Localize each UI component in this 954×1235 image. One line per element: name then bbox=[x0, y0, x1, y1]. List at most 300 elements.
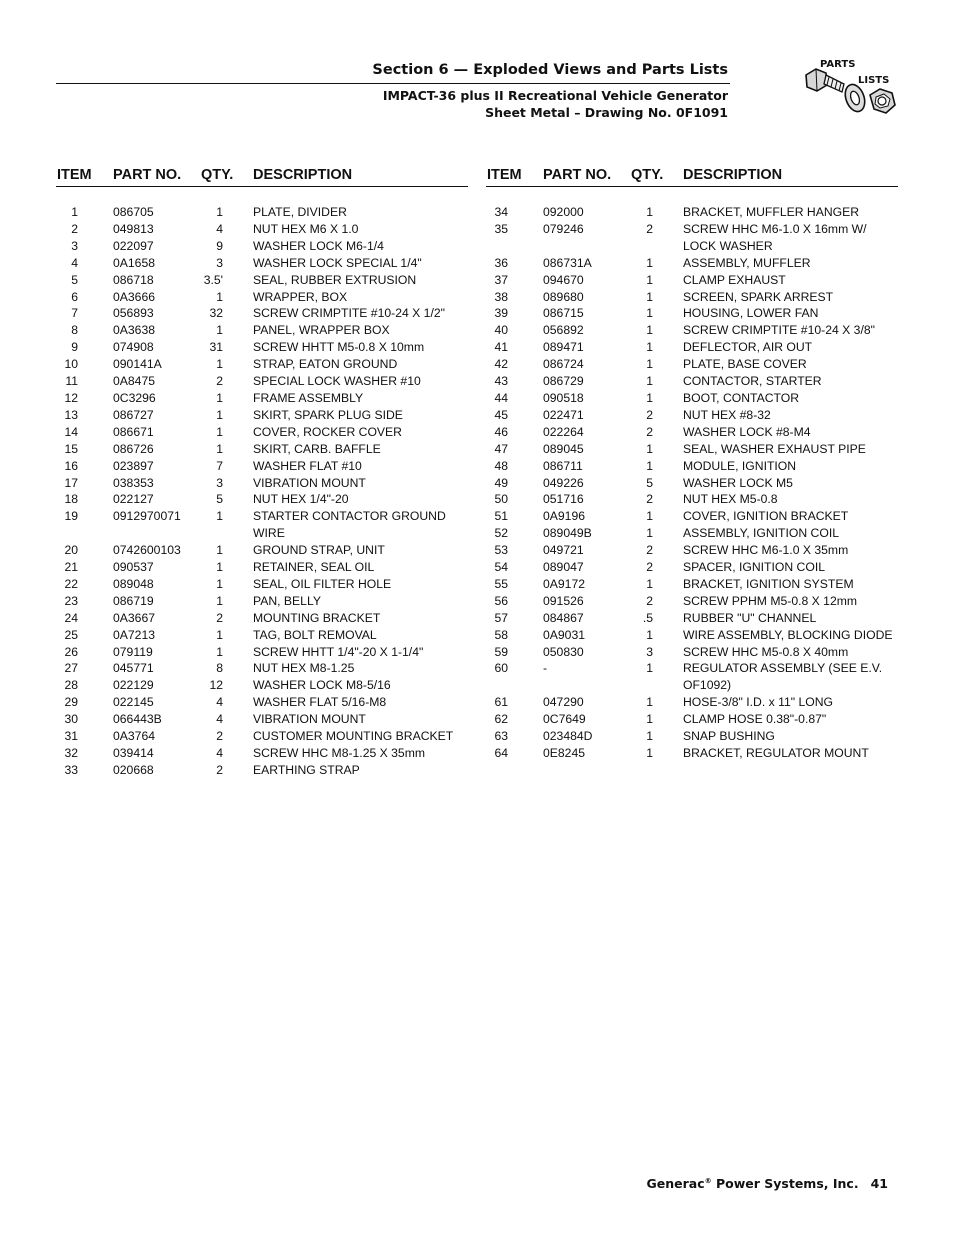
description: SEAL, WASHER EXHAUST PIPE bbox=[683, 441, 866, 456]
description: MODULE, IGNITION bbox=[683, 458, 797, 473]
description: STRAP, EATON GROUND bbox=[253, 357, 398, 372]
quantity: 2 bbox=[216, 610, 223, 625]
quantity: 1 bbox=[646, 746, 653, 760]
item-number: 3 bbox=[71, 238, 78, 253]
description: NUT HEX M8-1.25 bbox=[253, 661, 355, 676]
item-number: 1 bbox=[71, 205, 78, 219]
description: NUT HEX #8-32 bbox=[683, 407, 771, 422]
part-number: 0A3638 bbox=[113, 323, 156, 338]
description: HOSE-3/8" I.D. x 11" LONG bbox=[683, 695, 833, 710]
item-number: 2 bbox=[71, 221, 78, 236]
part-number: 0A8475 bbox=[113, 374, 156, 389]
description: RUBBER "U" CHANNEL bbox=[683, 610, 817, 625]
part-number: 091526 bbox=[543, 593, 584, 608]
description: BOOT, CONTACTOR bbox=[683, 390, 800, 405]
description: WASHER LOCK SPECIAL 1/4" bbox=[253, 255, 422, 270]
page-footer bbox=[647, 1176, 889, 1191]
item-number: 23 bbox=[64, 593, 78, 608]
quantity: 1 bbox=[216, 205, 223, 219]
part-number: 0A3666 bbox=[113, 289, 156, 304]
item-number: 24 bbox=[64, 610, 78, 625]
quantity: 1 bbox=[646, 390, 653, 405]
part-number: 074908 bbox=[113, 340, 154, 355]
quantity: 2 bbox=[646, 407, 653, 422]
quantity: 1 bbox=[646, 340, 653, 355]
table-row bbox=[56, 728, 468, 745]
part-number: 094670 bbox=[543, 272, 584, 287]
table-row bbox=[486, 407, 898, 424]
bolt-nut-icon bbox=[800, 55, 900, 131]
description: STARTER CONTACTOR GROUND WIRE bbox=[253, 509, 446, 541]
quantity: 1 bbox=[646, 509, 653, 524]
item-number: 57 bbox=[494, 610, 508, 625]
part-number: 0C3296 bbox=[113, 390, 156, 405]
table-row bbox=[56, 745, 468, 762]
quantity: 1 bbox=[646, 441, 653, 456]
table-row bbox=[56, 289, 468, 306]
table-row bbox=[56, 221, 468, 238]
part-number: 050830 bbox=[543, 644, 584, 659]
quantity: 8 bbox=[216, 661, 223, 676]
description: SCREEN, SPARK ARREST bbox=[683, 289, 834, 304]
part-number: - bbox=[543, 661, 548, 676]
part-number: 0E8245 bbox=[543, 746, 586, 760]
description: RETAINER, SEAL OIL bbox=[253, 560, 375, 575]
part-number: 086719 bbox=[113, 593, 154, 608]
table-row bbox=[56, 508, 468, 542]
description: GROUND STRAP, UNIT bbox=[253, 543, 385, 558]
table-row bbox=[56, 491, 468, 508]
item-number: 41 bbox=[494, 340, 508, 355]
table-header bbox=[486, 166, 898, 187]
quantity: 4 bbox=[216, 746, 223, 760]
item-number: 61 bbox=[494, 695, 508, 710]
table-row bbox=[56, 373, 468, 390]
item-number: 55 bbox=[494, 576, 508, 591]
table-row bbox=[486, 221, 898, 255]
item-number: 50 bbox=[494, 492, 508, 507]
quantity: 5 bbox=[646, 475, 653, 490]
quantity: 12 bbox=[209, 678, 223, 693]
table-row bbox=[56, 238, 468, 255]
quantity: 4 bbox=[216, 221, 223, 236]
quantity: 3 bbox=[216, 255, 223, 270]
part-number: 086711 bbox=[543, 458, 583, 473]
quantity: 1 bbox=[646, 255, 653, 270]
part-number: 086729 bbox=[543, 374, 584, 389]
item-number: 7 bbox=[71, 306, 78, 321]
quantity: 1 bbox=[646, 627, 653, 642]
header-rule bbox=[56, 83, 730, 84]
quantity: 1 bbox=[646, 458, 653, 473]
item-number: 34 bbox=[494, 205, 508, 219]
part-number: 092000 bbox=[543, 205, 584, 219]
part-number: 089048 bbox=[113, 576, 154, 591]
parts-table-right bbox=[486, 166, 898, 762]
description: CONTACTOR, STARTER bbox=[683, 374, 822, 389]
part-number: 022097 bbox=[113, 238, 154, 253]
table-row bbox=[486, 475, 898, 492]
description: SCREW CRIMPTITE #10-24 X 3/8" bbox=[683, 323, 875, 338]
quantity: 1 bbox=[646, 526, 653, 541]
part-number: 049226 bbox=[543, 475, 584, 490]
column-item: ITEM bbox=[57, 167, 92, 183]
part-number: 023897 bbox=[113, 458, 154, 473]
part-number: 086726 bbox=[113, 441, 154, 456]
table-row bbox=[56, 424, 468, 441]
company-name: Generac bbox=[646, 1176, 705, 1191]
table-header bbox=[56, 166, 468, 187]
part-number: 089471 bbox=[543, 340, 584, 355]
part-number: 086671 bbox=[113, 424, 154, 439]
product-title: IMPACT-36 plus II Recreational Vehicle Generator bbox=[382, 88, 728, 103]
column-part-no: PART NO. bbox=[543, 167, 612, 183]
item-number: 22 bbox=[64, 576, 78, 591]
item-number: 31 bbox=[64, 729, 78, 744]
description: WIRE ASSEMBLY, BLOCKING DIODE bbox=[683, 627, 893, 642]
description: COVER, IGNITION BRACKET bbox=[683, 509, 849, 524]
description: SPACER, IGNITION COIL bbox=[683, 560, 825, 575]
table-row bbox=[56, 627, 468, 644]
table-row bbox=[56, 272, 468, 289]
item-number: 35 bbox=[494, 221, 508, 236]
quantity: 1 bbox=[216, 390, 223, 405]
description: SEAL, OIL FILTER HOLE bbox=[253, 576, 392, 591]
description: SCREW HHTT 1/4"-20 X 1-1/4" bbox=[253, 644, 424, 659]
description: PLATE, BASE COVER bbox=[683, 357, 807, 372]
description: PANEL, WRAPPER BOX bbox=[253, 323, 390, 338]
description: NUT HEX 1/4"-20 bbox=[253, 492, 349, 507]
quantity: 4 bbox=[216, 712, 223, 727]
item-number: 54 bbox=[494, 560, 508, 575]
description: SCREW CRIMPTITE #10-24 X 1/2" bbox=[253, 306, 445, 321]
part-number: 089047 bbox=[543, 560, 584, 575]
part-number: 090537 bbox=[113, 560, 154, 575]
quantity: 1 bbox=[646, 357, 653, 372]
description: SCREW HHTT M5-0.8 X 10mm bbox=[253, 340, 425, 355]
quantity: 2 bbox=[646, 492, 653, 507]
description: REGULATOR ASSEMBLY (SEE E.V. OF1092) bbox=[683, 661, 883, 693]
table-row bbox=[486, 644, 898, 661]
description: NUT HEX M5-0.8 bbox=[683, 492, 778, 507]
part-number: 020668 bbox=[113, 762, 154, 777]
table-row bbox=[486, 525, 898, 542]
item-number: 60 bbox=[494, 661, 508, 676]
item-number: 51 bbox=[494, 509, 508, 524]
table-row bbox=[486, 660, 898, 694]
quantity: 1 bbox=[216, 407, 223, 422]
item-number: 29 bbox=[64, 695, 78, 710]
quantity: 1 bbox=[216, 560, 223, 575]
item-number: 28 bbox=[64, 678, 78, 693]
item-number: 17 bbox=[64, 475, 78, 490]
item-number: 42 bbox=[494, 357, 508, 372]
table-row bbox=[486, 508, 898, 525]
description: CLAMP EXHAUST bbox=[683, 272, 786, 287]
table-row bbox=[486, 728, 898, 745]
quantity: 3.5' bbox=[203, 272, 223, 287]
item-number: 32 bbox=[64, 746, 78, 760]
item-number: 11 bbox=[65, 374, 78, 389]
item-number: 9 bbox=[71, 340, 78, 355]
part-number: 089680 bbox=[543, 289, 584, 304]
quantity: 5 bbox=[216, 492, 223, 507]
table-row bbox=[486, 610, 898, 627]
part-number: 039414 bbox=[113, 746, 154, 760]
item-number: 39 bbox=[494, 306, 508, 321]
quantity: 1 bbox=[646, 374, 653, 389]
part-number: 086718 bbox=[113, 272, 154, 287]
quantity: 32 bbox=[209, 306, 223, 321]
parts-lists-badge bbox=[800, 55, 900, 131]
table-row bbox=[486, 305, 898, 322]
table-row bbox=[486, 458, 898, 475]
table-row bbox=[56, 305, 468, 322]
description: SCREW HHC M6-1.0 X 16mm W/ LOCK WASHER bbox=[683, 221, 867, 253]
part-number: 0912970071 bbox=[113, 509, 181, 524]
part-number: 0A9196 bbox=[543, 509, 586, 524]
part-number: 022471 bbox=[543, 407, 584, 422]
description: WASHER FLAT 5/16-M8 bbox=[253, 695, 387, 710]
description: TAG, BOLT REMOVAL bbox=[253, 627, 377, 642]
part-number: 023484D bbox=[543, 729, 593, 744]
table-row bbox=[56, 339, 468, 356]
quantity: .5 bbox=[642, 610, 653, 625]
table-row bbox=[56, 610, 468, 627]
quantity: 1 bbox=[646, 576, 653, 591]
part-number: 0C7649 bbox=[543, 712, 586, 727]
quantity: 1 bbox=[646, 323, 653, 338]
parts-table-left bbox=[56, 166, 468, 779]
quantity: 1 bbox=[646, 695, 653, 710]
part-number: 0A9172 bbox=[543, 576, 586, 591]
item-number: 40 bbox=[494, 323, 508, 338]
description: SKIRT, CARB. BAFFLE bbox=[253, 441, 381, 456]
item-number: 58 bbox=[494, 627, 508, 642]
description: SPECIAL LOCK WASHER #10 bbox=[253, 374, 421, 389]
description: FRAME ASSEMBLY bbox=[253, 390, 364, 405]
item-number: 37 bbox=[494, 272, 508, 287]
quantity: 1 bbox=[646, 661, 653, 676]
quantity: 1 bbox=[216, 627, 223, 642]
table-row bbox=[486, 559, 898, 576]
item-number: 47 bbox=[494, 441, 508, 456]
table-row bbox=[486, 356, 898, 373]
table-row bbox=[486, 390, 898, 407]
part-number: 0A9031 bbox=[543, 627, 586, 642]
quantity: 1 bbox=[216, 357, 223, 372]
item-number: 25 bbox=[64, 627, 78, 642]
table-row bbox=[56, 204, 468, 221]
table-row bbox=[56, 677, 468, 694]
column-item: ITEM bbox=[487, 167, 522, 183]
description: WASHER LOCK M5 bbox=[683, 475, 793, 490]
description: BRACKET, IGNITION SYSTEM bbox=[683, 576, 854, 591]
table-row bbox=[56, 711, 468, 728]
description: VIBRATION MOUNT bbox=[253, 475, 366, 490]
description: HOUSING, LOWER FAN bbox=[683, 306, 819, 321]
part-number: 049813 bbox=[113, 221, 154, 236]
item-number: 63 bbox=[494, 729, 508, 744]
table-row bbox=[56, 475, 468, 492]
part-number: 086715 bbox=[543, 306, 584, 321]
item-number: 64 bbox=[494, 746, 508, 760]
part-number: 0A3764 bbox=[113, 729, 156, 744]
item-number: 36 bbox=[494, 255, 508, 270]
quantity: 4 bbox=[216, 695, 223, 710]
description: PLATE, DIVIDER bbox=[253, 205, 347, 219]
part-number: 086731A bbox=[543, 255, 592, 270]
quantity: 1 bbox=[646, 712, 653, 727]
column-qty: QTY. bbox=[201, 167, 234, 183]
part-number: 0A7213 bbox=[113, 627, 156, 642]
item-number: 62 bbox=[494, 712, 508, 727]
description: WASHER LOCK M6-1/4 bbox=[253, 238, 384, 253]
item-number: 33 bbox=[64, 762, 78, 777]
part-number: 086705 bbox=[113, 205, 154, 219]
item-number: 59 bbox=[494, 644, 508, 659]
description: ASSEMBLY, IGNITION COIL bbox=[683, 526, 839, 541]
description: NUT HEX M6 X 1.0 bbox=[253, 221, 359, 236]
item-number: 20 bbox=[64, 543, 78, 558]
table-row bbox=[486, 745, 898, 762]
item-number: 53 bbox=[494, 543, 508, 558]
item-number: 12 bbox=[64, 390, 78, 405]
column-description: DESCRIPTION bbox=[683, 167, 783, 183]
quantity: 1 bbox=[216, 543, 223, 558]
part-number: 0A1658 bbox=[113, 255, 156, 270]
section-title: Section 6 — Exploded Views and Parts Lists bbox=[372, 62, 728, 78]
item-number: 49 bbox=[494, 475, 508, 490]
table-row bbox=[486, 441, 898, 458]
table-row bbox=[486, 627, 898, 644]
quantity: 1 bbox=[646, 729, 653, 744]
registered-mark: ® bbox=[704, 1176, 712, 1185]
table-row bbox=[56, 322, 468, 339]
part-number: 022264 bbox=[543, 424, 584, 439]
part-number: 056892 bbox=[543, 323, 584, 338]
quantity: 2 bbox=[646, 424, 653, 439]
description: SKIRT, SPARK PLUG SIDE bbox=[253, 407, 403, 422]
description: COVER, ROCKER COVER bbox=[253, 424, 402, 439]
part-number: 089049B bbox=[543, 526, 592, 541]
quantity: 1 bbox=[216, 323, 223, 338]
item-number: 48 bbox=[494, 458, 508, 473]
column-part-no: PART NO. bbox=[113, 167, 182, 183]
item-number: 8 bbox=[71, 323, 78, 338]
item-number: 44 bbox=[494, 390, 508, 405]
table-row bbox=[486, 694, 898, 711]
description: WASHER LOCK #8-M4 bbox=[683, 424, 811, 439]
quantity: 2 bbox=[216, 762, 223, 777]
item-number: 27 bbox=[64, 661, 78, 676]
part-number: 022127 bbox=[113, 492, 154, 507]
table-row bbox=[56, 694, 468, 711]
part-number: 090518 bbox=[543, 390, 584, 405]
quantity: 3 bbox=[646, 644, 653, 659]
quantity: 1 bbox=[216, 644, 223, 659]
quantity: 7 bbox=[216, 458, 223, 473]
table-row bbox=[486, 272, 898, 289]
column-description: DESCRIPTION bbox=[253, 167, 353, 183]
quantity: 1 bbox=[216, 509, 223, 524]
item-number: 26 bbox=[64, 644, 78, 659]
table-row bbox=[56, 356, 468, 373]
table-row bbox=[56, 407, 468, 424]
description: ASSEMBLY, MUFFLER bbox=[683, 255, 811, 270]
description: SCREW HHC M8-1.25 X 35mm bbox=[253, 746, 426, 760]
quantity: 1 bbox=[216, 289, 223, 304]
company-name-rest: Power Systems, Inc. bbox=[711, 1176, 859, 1191]
page-header bbox=[0, 0, 954, 130]
svg-text:PARTS: PARTS bbox=[820, 59, 856, 70]
svg-text:LISTS: LISTS bbox=[858, 75, 890, 86]
part-number: 038353 bbox=[113, 475, 154, 490]
description: EARTHING STRAP bbox=[253, 762, 360, 777]
part-number: 045771 bbox=[113, 661, 154, 676]
quantity: 2 bbox=[646, 593, 653, 608]
item-number: 18 bbox=[64, 492, 78, 507]
part-number: 089045 bbox=[543, 441, 584, 456]
drawing-title: Sheet Metal – Drawing No. 0F1091 bbox=[485, 105, 728, 120]
quantity: 2 bbox=[646, 560, 653, 575]
item-number: 56 bbox=[494, 593, 508, 608]
item-number: 52 bbox=[494, 526, 508, 541]
part-number: 056893 bbox=[113, 306, 154, 321]
table-row bbox=[486, 424, 898, 441]
table-row bbox=[486, 289, 898, 306]
description: CLAMP HOSE 0.38"-0.87" bbox=[683, 712, 827, 727]
table-row bbox=[486, 373, 898, 390]
table-row bbox=[56, 559, 468, 576]
item-number: 4 bbox=[71, 255, 78, 270]
item-number: 16 bbox=[64, 458, 78, 473]
item-number: 38 bbox=[494, 289, 508, 304]
parts-rows-right bbox=[486, 204, 898, 762]
part-number: 022129 bbox=[113, 678, 154, 693]
item-number: 13 bbox=[64, 407, 78, 422]
table-row bbox=[486, 711, 898, 728]
part-number: 086727 bbox=[113, 407, 154, 422]
table-row bbox=[486, 322, 898, 339]
quantity: 2 bbox=[216, 729, 223, 744]
table-row bbox=[486, 593, 898, 610]
item-number: 5 bbox=[71, 272, 78, 287]
description: MOUNTING BRACKET bbox=[253, 610, 381, 625]
quantity: 2 bbox=[216, 374, 223, 389]
description: BRACKET, REGULATOR MOUNT bbox=[683, 746, 869, 760]
description: SCREW HHC M5-0.8 X 40mm bbox=[683, 644, 849, 659]
table-row bbox=[56, 644, 468, 661]
quantity: 1 bbox=[216, 593, 223, 608]
part-number: 047290 bbox=[543, 695, 584, 710]
description: WRAPPER, BOX bbox=[253, 289, 348, 304]
part-number: 066443B bbox=[113, 712, 162, 727]
quantity: 1 bbox=[646, 272, 653, 287]
item-number: 46 bbox=[494, 424, 508, 439]
page-number: 41 bbox=[870, 1176, 888, 1191]
item-number: 10 bbox=[64, 357, 78, 372]
quantity: 3 bbox=[216, 475, 223, 490]
table-row bbox=[486, 204, 898, 221]
table-row bbox=[56, 660, 468, 677]
part-number: 090141A bbox=[113, 357, 162, 372]
quantity: 2 bbox=[646, 543, 653, 558]
table-row bbox=[56, 390, 468, 407]
part-number: 051716 bbox=[543, 492, 584, 507]
table-row bbox=[486, 491, 898, 508]
item-number: 15 bbox=[64, 441, 78, 456]
